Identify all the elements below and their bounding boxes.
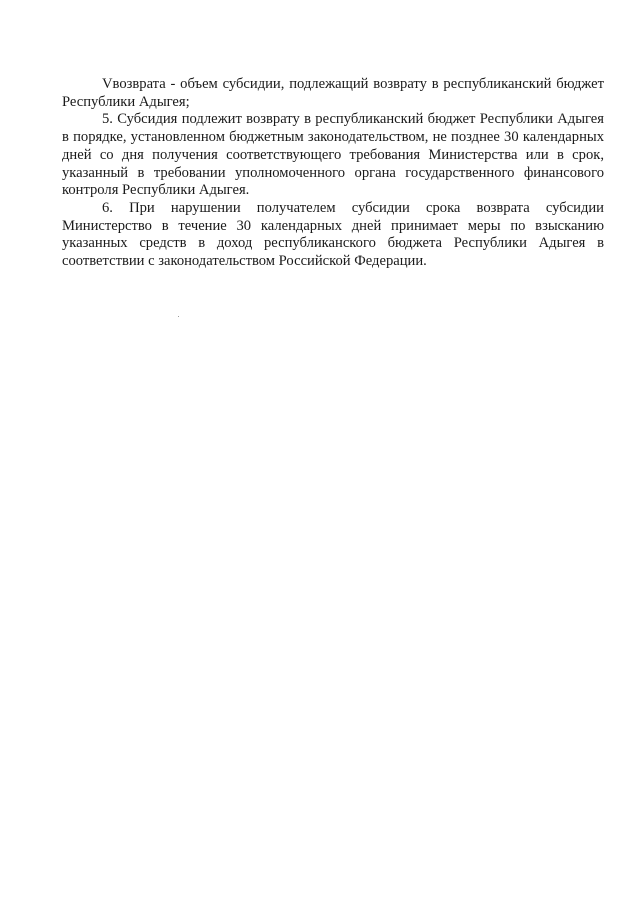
scan-speck — [178, 316, 179, 317]
paragraph-6-recovery-measures: 6. При нарушении получателем субсидии срока возврата субсидии Министерство в течение 30 календарных дней принимает меры по взысканию указанных средств в доход республиканского бюджета Республики Адыгея в соответствии с законодательством Российской Федерации. — [62, 199, 604, 270]
paragraph-5-subsidy-return: 5. Субсидия подлежит возврату в республиканский бюджет Республики Адыгея в порядке, установленном бюджетным законодательством, не позднее 30 календарных дней со дня получения соответствующего требования Министерства или в срок, указанный в требовании уполномоченного органа государственного финансового контроля Республики Адыгея. — [62, 111, 604, 199]
paragraph-vreturn-definition: Vвозврата - объем субсидии, подлежащий возврату в республиканский бюджет Республики Адыгея; — [62, 76, 604, 110]
document-body — [62, 76, 604, 271]
